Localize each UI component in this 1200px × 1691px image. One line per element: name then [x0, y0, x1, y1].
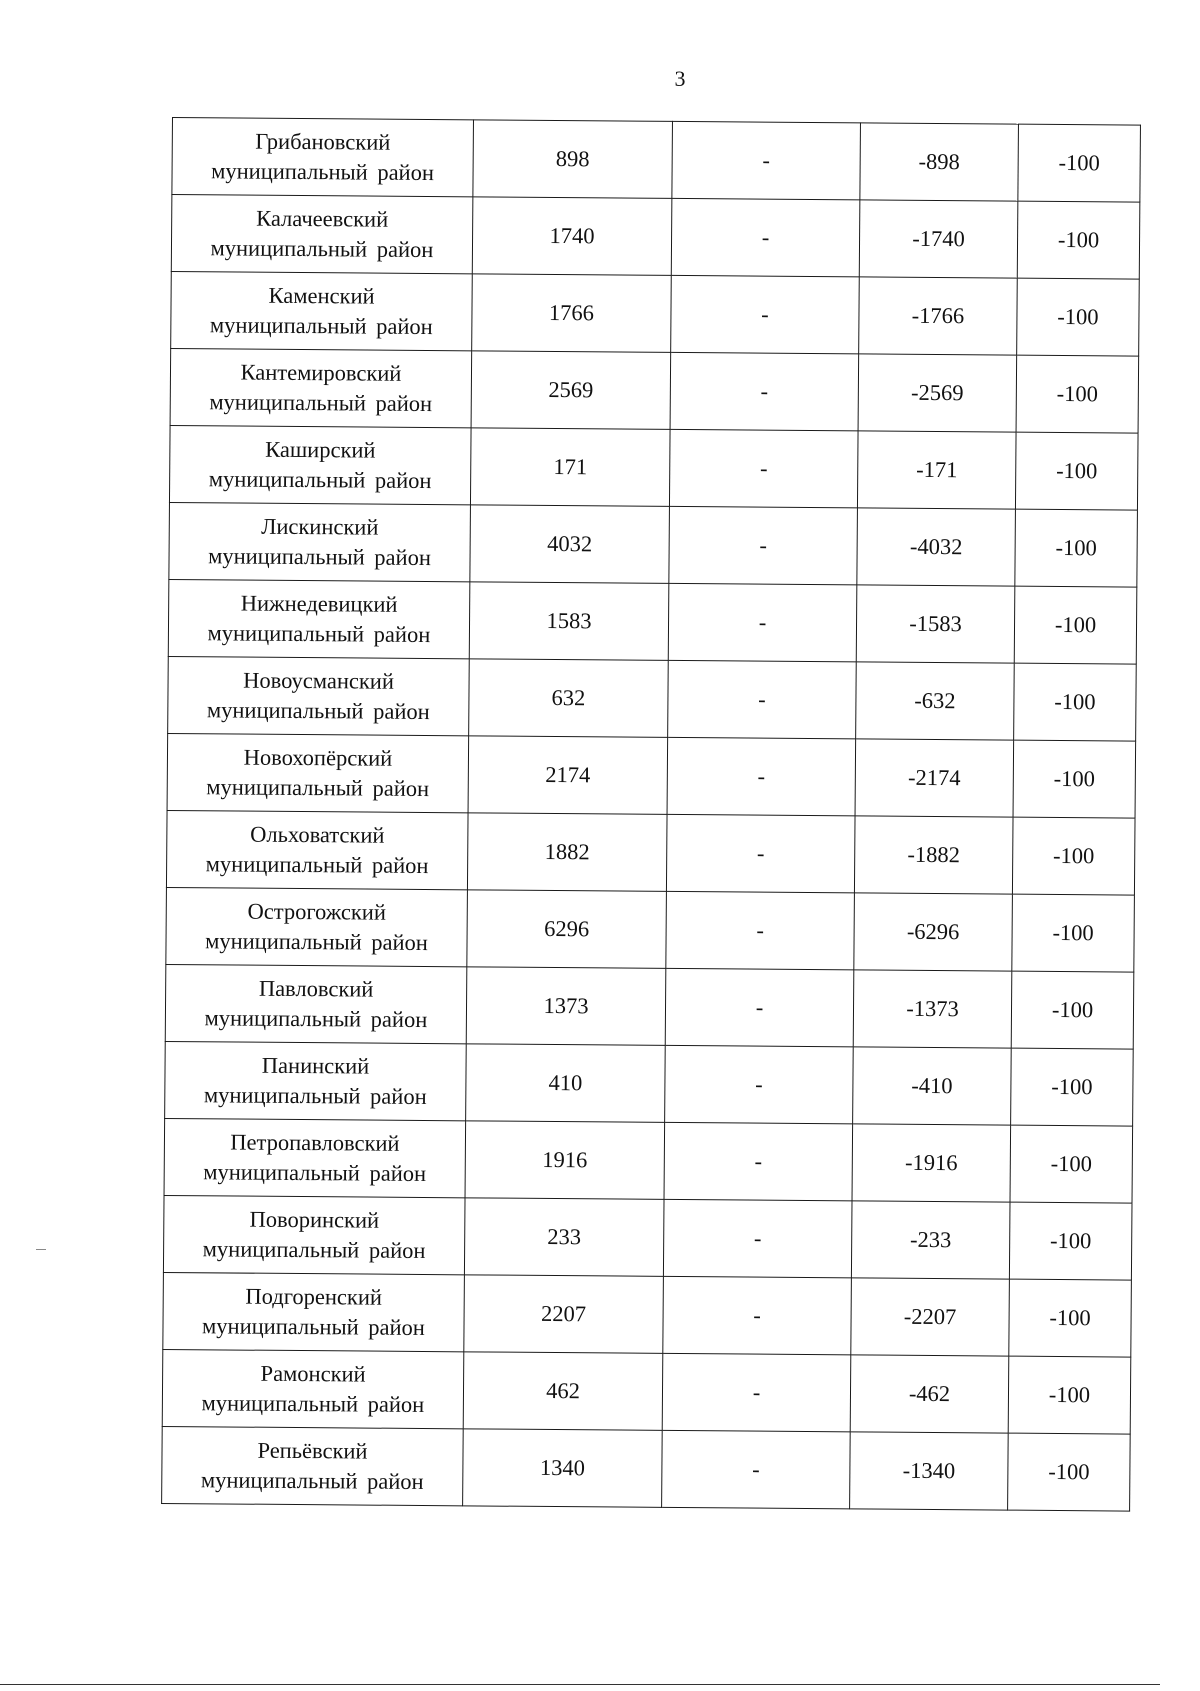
district-type: муниципальный район [204, 1005, 428, 1033]
value-cell-2: - [672, 121, 861, 199]
value-cell-1: 462 [463, 1352, 663, 1431]
table-row [169, 502, 1138, 587]
value-cell-4: -100 [1011, 971, 1134, 1049]
table-body [162, 118, 1141, 1512]
value-cell-3: -1740 [859, 200, 1018, 278]
table-row [171, 195, 1140, 280]
value-cell-1: 4032 [470, 505, 670, 584]
district-name-cell [169, 502, 471, 581]
value-cell-4: -100 [1011, 1048, 1134, 1126]
value-cell-1: 1583 [469, 582, 669, 661]
district-type: муниципальный район [205, 928, 428, 956]
value-cell-3: -1916 [852, 1124, 1011, 1202]
table-row [169, 425, 1138, 510]
value-cell-1: 1766 [472, 274, 672, 353]
value-cell-2: - [670, 352, 859, 430]
district-type: муниципальный район [206, 697, 430, 725]
district-name: Рамонский [260, 1360, 366, 1387]
district-type: муниципальный район [208, 543, 432, 571]
district-type: муниципальный район [203, 1159, 427, 1187]
value-cell-1: 632 [469, 659, 669, 738]
table-row [164, 1118, 1133, 1203]
district-name: Панинский [261, 1052, 370, 1079]
value-cell-3: -632 [856, 662, 1015, 740]
value-cell-3: -1766 [859, 277, 1018, 355]
value-cell-1: 171 [470, 428, 670, 507]
district-name: Новоусманский [243, 667, 395, 694]
district-name: Нижнедевицкий [240, 590, 398, 617]
value-cell-4: -100 [1016, 355, 1139, 433]
district-name: Репьёвский [257, 1437, 368, 1464]
value-cell-4: -100 [1013, 740, 1136, 818]
value-cell-3: -4032 [857, 508, 1016, 586]
table-row [168, 656, 1137, 741]
value-cell-1: 1882 [467, 813, 667, 892]
district-name: Петропавловский [230, 1129, 400, 1156]
table-row [168, 579, 1137, 664]
value-cell-1: 2174 [468, 736, 668, 815]
value-cell-1: 898 [473, 120, 673, 199]
page-number: 3 [674, 66, 686, 91]
district-name-cell [163, 1195, 465, 1274]
value-cell-3: -1882 [854, 816, 1013, 894]
district-name-cell [163, 1272, 465, 1351]
value-cell-1: 2569 [471, 351, 671, 430]
value-cell-4: -100 [1014, 663, 1137, 741]
value-cell-1: 1740 [472, 197, 672, 276]
value-cell-2: - [665, 968, 854, 1046]
value-cell-2: - [662, 1430, 851, 1508]
district-name-cell [168, 579, 470, 658]
district-table [161, 117, 1141, 1512]
table-row [165, 964, 1134, 1049]
table-row [162, 1349, 1131, 1434]
district-name: Каширский [265, 436, 376, 463]
district-type: муниципальный район [203, 1082, 427, 1110]
district-name-cell [166, 810, 468, 889]
value-cell-1: 410 [466, 1044, 666, 1123]
value-cell-2: - [671, 198, 860, 276]
district-name: Ольховатский [250, 821, 385, 848]
value-cell-3: -1373 [853, 970, 1012, 1048]
value-cell-2: - [669, 506, 858, 584]
value-cell-3: -2174 [855, 739, 1014, 817]
value-cell-2: - [671, 275, 860, 353]
value-cell-4: -100 [1009, 1202, 1132, 1280]
bottom-rule [0, 1684, 1160, 1685]
value-cell-2: - [664, 1122, 853, 1200]
value-cell-3: -2207 [851, 1278, 1010, 1356]
table-row [166, 810, 1135, 895]
district-name: Подгоренский [245, 1283, 383, 1310]
district-name-cell [162, 1426, 464, 1505]
value-cell-4: -100 [1012, 894, 1135, 972]
district-name-cell [165, 964, 467, 1043]
value-cell-1: 233 [464, 1198, 664, 1277]
table-row [166, 887, 1135, 972]
district-type: муниципальный район [209, 389, 433, 417]
scan-margin-mark [36, 1249, 46, 1250]
district-name-cell [172, 118, 474, 197]
district-type: муниципальный район [200, 1467, 424, 1495]
value-cell-4: -100 [1015, 509, 1138, 587]
value-cell-2: - [662, 1353, 851, 1431]
district-name-cell [169, 425, 471, 504]
value-cell-3: -898 [860, 123, 1019, 201]
district-name: Новохопёрский [243, 744, 393, 771]
value-cell-2: - [666, 891, 855, 969]
district-name: Павловский [258, 975, 374, 1002]
value-cell-3: -462 [850, 1355, 1009, 1433]
district-name: Кантемировский [240, 359, 402, 386]
value-cell-3: -171 [857, 431, 1016, 509]
district-type: муниципальный район [210, 235, 434, 263]
value-cell-3: -6296 [854, 893, 1013, 971]
value-cell-4: -100 [1017, 278, 1140, 356]
value-cell-4: -100 [1015, 432, 1138, 510]
district-name: Грибановский [255, 128, 391, 155]
value-cell-1: 1373 [466, 967, 666, 1046]
district-name-cell [167, 733, 469, 812]
district-type: муниципальный район [209, 312, 433, 340]
district-type: муниципальный район [205, 851, 429, 879]
value-cell-4: -100 [1008, 1356, 1131, 1434]
value-cell-1: 1916 [465, 1121, 665, 1200]
district-type: муниципальный район [207, 620, 431, 648]
value-cell-4: -100 [1017, 201, 1140, 279]
district-name: Поворинский [249, 1206, 380, 1233]
district-name-cell [170, 348, 472, 427]
district-name-cell [171, 271, 473, 350]
value-cell-3: -410 [853, 1047, 1012, 1125]
district-type: муниципальный район [211, 158, 435, 186]
value-cell-2: - [663, 1276, 852, 1354]
value-cell-4: -100 [1009, 1279, 1132, 1357]
value-cell-4: -100 [1014, 586, 1137, 664]
district-name-cell [168, 656, 470, 735]
value-cell-4: -100 [1012, 817, 1135, 895]
value-cell-3: -1340 [850, 1432, 1009, 1510]
table-row [163, 1272, 1132, 1357]
value-cell-2: - [669, 429, 858, 507]
district-name: Калачеевский [256, 205, 389, 232]
value-cell-2: - [666, 814, 855, 892]
district-type: муниципальный район [201, 1390, 425, 1418]
district-name-cell [171, 195, 473, 274]
district-name: Каменский [268, 282, 375, 309]
value-cell-4: -100 [1008, 1433, 1131, 1511]
value-cell-1: 6296 [467, 890, 667, 969]
value-cell-1: 2207 [464, 1275, 664, 1354]
table-row [163, 1195, 1132, 1280]
district-type: муниципальный район [208, 466, 432, 494]
table-row [165, 1041, 1134, 1126]
district-name-cell [165, 1041, 467, 1120]
district-name-cell [164, 1118, 466, 1197]
table-row [172, 118, 1141, 203]
value-cell-4: -100 [1010, 1125, 1133, 1203]
value-cell-2: - [665, 1045, 854, 1123]
value-cell-2: - [668, 660, 857, 738]
district-type: муниципальный район [202, 1236, 426, 1264]
table-row [162, 1426, 1131, 1511]
table-row [167, 733, 1136, 818]
district-name-cell [162, 1349, 464, 1428]
district-name-cell [166, 887, 468, 966]
table-row [171, 271, 1140, 356]
table-row [170, 348, 1139, 433]
value-cell-2: - [668, 583, 857, 661]
value-cell-3: -2569 [858, 354, 1017, 432]
district-name: Острогожский [247, 898, 387, 925]
value-cell-4: -100 [1018, 124, 1141, 202]
district-name: Лискинский [261, 513, 379, 540]
value-cell-1: 1340 [463, 1429, 663, 1508]
value-cell-2: - [667, 737, 856, 815]
value-cell-3: -233 [851, 1201, 1010, 1279]
value-cell-2: - [663, 1199, 852, 1277]
district-type: муниципальный район [206, 774, 430, 802]
value-cell-3: -1583 [856, 585, 1015, 663]
district-type: муниципальный район [202, 1313, 425, 1341]
